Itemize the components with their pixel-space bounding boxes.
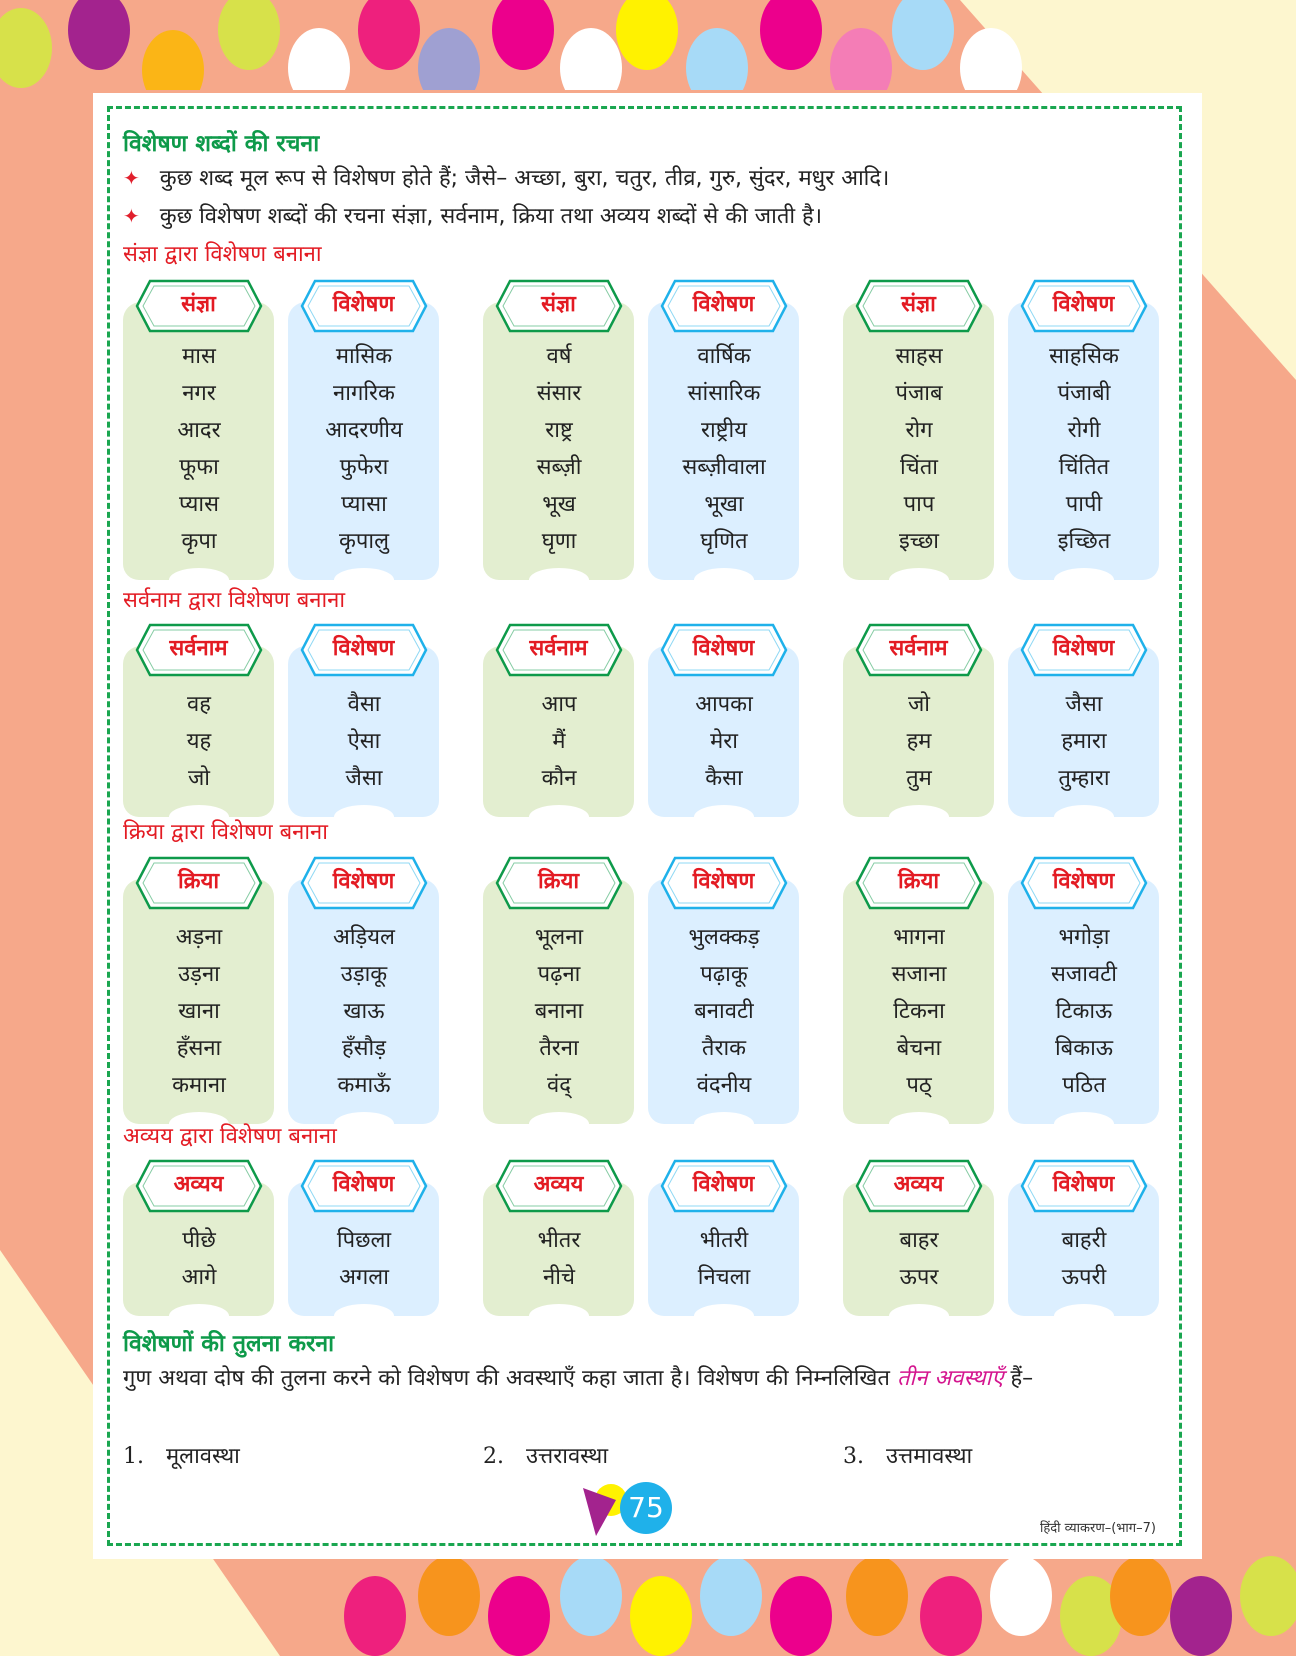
column-header-label: विशेषण	[332, 636, 395, 661]
word-entry: कैसा	[705, 766, 743, 791]
word-entry: तैराक	[701, 1036, 747, 1061]
word-entry: पाप	[903, 492, 935, 517]
column-notch	[889, 568, 949, 592]
column-header-adjective	[299, 1158, 429, 1208]
column-header-source	[494, 622, 624, 672]
word-entry: आगे	[181, 1265, 217, 1290]
word-entry: बेचना	[896, 1036, 942, 1061]
column-header-source	[134, 622, 264, 672]
word-entry: नीचे	[543, 1265, 575, 1290]
word-entry: मैं	[552, 729, 566, 754]
column-header-source	[134, 855, 264, 905]
word-entry: तुम	[906, 766, 932, 791]
word-entry: मासिक	[335, 344, 393, 369]
word-entry: आदरणीय	[325, 418, 403, 443]
column-header-label: विशेषण	[332, 1172, 395, 1197]
word-entry: रोग	[905, 418, 933, 443]
word-entry: हम	[906, 729, 932, 754]
column-header-adjective	[299, 278, 429, 328]
word-entry: पीछे	[182, 1228, 216, 1253]
column-header-label: विशेषण	[692, 636, 755, 661]
word-entry: नागरिक	[333, 381, 395, 406]
column-notch	[1054, 1112, 1114, 1136]
column-notch	[694, 805, 754, 829]
word-entry: इच्छित	[1057, 529, 1111, 554]
section-title: अव्यय द्वारा विशेषण बनाना	[123, 1124, 337, 1149]
column-header-adjective	[1019, 622, 1149, 672]
column-header-label: क्रिया	[537, 869, 580, 894]
word-entry: बिकाऊ	[1054, 1036, 1114, 1061]
column-header-adjective	[659, 278, 789, 328]
column-header-label: संज्ञा	[541, 292, 576, 317]
word-entry: पठ्	[906, 1073, 932, 1098]
word-entry: पढ़ाकू	[700, 962, 748, 987]
column-notch	[694, 1112, 754, 1136]
word-entry: भूलना	[534, 925, 584, 950]
column-header-adjective	[1019, 1158, 1149, 1208]
word-entry: कमाऊँ	[337, 1073, 391, 1098]
column-header-label: सर्वनाम	[169, 636, 228, 661]
word-entry: आप	[541, 692, 577, 717]
word-entry: भगोड़ा	[1058, 925, 1110, 950]
word-entry: वर्ष	[546, 344, 572, 369]
column-header-adjective	[1019, 278, 1149, 328]
word-entry: घृणा	[541, 529, 577, 554]
word-entry: मास	[182, 344, 216, 369]
bullet-item: ✦ कुछ शब्द मूल रूप से विशेषण होते हैं; जैसे– अच्छा, बुरा, चतुर, तीव्र, गुरु, सुंदर, मधुर आदि।	[123, 166, 890, 191]
column-header-adjective	[659, 1158, 789, 1208]
stage-item: 2. उत्तरावस्था	[483, 1444, 609, 1469]
column-notch	[334, 805, 394, 829]
word-entry: पिछला	[336, 1228, 392, 1253]
column-notch	[1054, 1304, 1114, 1328]
word-entry: पढ़ना	[537, 962, 581, 987]
section-title: सर्वनाम द्वारा विशेषण बनाना	[123, 588, 346, 613]
column-notch	[1054, 805, 1114, 829]
word-entry: भीतर	[537, 1228, 581, 1253]
column-header-label: सर्वनाम	[529, 636, 588, 661]
word-entry: तैरना	[539, 1036, 579, 1061]
top-dots-decoration	[0, 0, 1296, 90]
word-entry: सब्ज़ीवाला	[682, 455, 766, 480]
column-header-label: अव्यय	[533, 1172, 584, 1197]
word-entry: उड़ना	[178, 962, 220, 987]
bullet-item: ✦ कुछ विशेषण शब्दों की रचना संज्ञा, सर्वनाम, क्रिया तथा अव्यय शब्दों से की जाती है।	[123, 204, 823, 229]
column-header-label: विशेषण	[1052, 869, 1115, 894]
word-entry: सब्ज़ी	[536, 455, 582, 480]
column-header-adjective	[299, 622, 429, 672]
column-header-label: संज्ञा	[901, 292, 936, 317]
word-entry: जैसा	[1065, 692, 1103, 717]
word-entry: पठित	[1062, 1073, 1106, 1098]
word-entry: ऊपर	[899, 1265, 939, 1290]
column-header-label: क्रिया	[177, 869, 220, 894]
word-entry: भूखा	[704, 492, 744, 517]
word-entry: वह	[187, 692, 211, 717]
word-entry: घृणित	[700, 529, 748, 554]
word-entry: वंद्	[547, 1073, 571, 1098]
column-notch	[1054, 568, 1114, 592]
word-entry: यह	[186, 729, 212, 754]
column-notch	[694, 1304, 754, 1328]
star-icon: ✦	[123, 166, 140, 190]
column-header-source	[134, 1158, 264, 1208]
word-entry: उड़ाकू	[340, 962, 388, 987]
word-entry: साहस	[895, 344, 943, 369]
column-header-label: अव्यय	[893, 1172, 944, 1197]
column-notch	[529, 568, 589, 592]
word-entry: नगर	[182, 381, 216, 406]
word-entry: ऊपरी	[1061, 1265, 1107, 1290]
word-entry: पापी	[1065, 492, 1103, 517]
column-header-source	[854, 1158, 984, 1208]
word-entry: राष्ट्रीय	[700, 418, 747, 443]
word-entry: टिकाऊ	[1055, 999, 1113, 1024]
word-entry: वैसा	[347, 692, 381, 717]
column-header-source	[494, 855, 624, 905]
word-entry: कृपालु	[338, 529, 389, 554]
word-entry: भुलक्कड़	[688, 925, 760, 950]
word-entry: वंदनीय	[696, 1073, 752, 1098]
comparison-paragraph: गुण अथवा दोष की तुलना करने को विशेषण की अवस्थाएँ कहा जाता है। विशेषण की निम्नलिखित तीन अवस्थाएँ हैं–	[123, 1366, 1034, 1391]
word-entry: अगला	[339, 1265, 389, 1290]
column-header-label: अव्यय	[173, 1172, 224, 1197]
stage-item: 1. मूलावस्था	[123, 1444, 240, 1469]
word-entry: राष्ट्र	[545, 418, 573, 443]
word-entry: हमारा	[1061, 729, 1107, 754]
column-header-label: संज्ञा	[181, 292, 216, 317]
column-notch	[889, 1112, 949, 1136]
column-header-label: विशेषण	[692, 292, 755, 317]
word-entry: बाहर	[899, 1228, 939, 1253]
word-entry: बनाना	[534, 999, 584, 1024]
column-notch	[889, 1304, 949, 1328]
word-entry: प्यासा	[341, 492, 387, 517]
word-entry: कमाना	[172, 1073, 226, 1098]
column-header-label: विशेषण	[332, 292, 395, 317]
word-entry: जो	[187, 766, 211, 791]
column-notch	[334, 1112, 394, 1136]
column-header-source	[854, 622, 984, 672]
word-entry: रोगी	[1067, 418, 1101, 443]
word-entry: अड़ियल	[333, 925, 395, 950]
word-entry: चिंता	[900, 455, 938, 480]
word-entry: भूख	[542, 492, 576, 517]
column-header-label: विशेषण	[1052, 1172, 1115, 1197]
word-entry: साहसिक	[1049, 344, 1119, 369]
word-entry: वार्षिक	[697, 344, 751, 369]
word-entry: अड़ना	[175, 925, 223, 950]
word-entry: बनावटी	[694, 999, 754, 1024]
word-entry: सजावटी	[1051, 962, 1117, 987]
word-entry: प्यास	[179, 492, 219, 517]
column-header-label: विशेषण	[1052, 636, 1115, 661]
column-notch	[889, 805, 949, 829]
word-entry: चिंतित	[1058, 455, 1110, 480]
column-header-label: क्रिया	[897, 869, 940, 894]
word-entry: हँसना	[176, 1036, 222, 1061]
column-notch	[169, 1304, 229, 1328]
footer-book-title: हिंदी व्याकरण–(भाग–7)	[1040, 1521, 1156, 1536]
bottom-dots-decoration	[0, 1556, 1296, 1656]
word-entry: फूफा	[179, 455, 219, 480]
word-entry: खाऊ	[343, 999, 385, 1024]
column-header-source	[854, 278, 984, 328]
column-header-source	[854, 855, 984, 905]
word-entry: बाहरी	[1061, 1228, 1107, 1253]
star-icon: ✦	[123, 204, 140, 228]
section-title: संज्ञा द्वारा विशेषण बनाना	[123, 242, 322, 267]
word-entry: खाना	[178, 999, 220, 1024]
column-header-source	[494, 1158, 624, 1208]
comparison-title: विशेषणों की तुलना करना	[123, 1331, 335, 1357]
column-header-label: विशेषण	[1052, 292, 1115, 317]
main-title: विशेषण शब्दों की रचना	[123, 131, 320, 157]
word-entry: कौन	[541, 766, 577, 791]
column-header-adjective	[1019, 855, 1149, 905]
word-entry: सांसारिक	[687, 381, 761, 406]
word-entry: जैसा	[345, 766, 383, 791]
column-header-label: विशेषण	[692, 1172, 755, 1197]
column-header-label: सर्वनाम	[889, 636, 948, 661]
word-entry: कृपा	[181, 529, 217, 554]
word-entry: पंजाब	[895, 381, 943, 406]
word-entry: फुफेरा	[339, 455, 389, 480]
column-notch	[529, 1304, 589, 1328]
word-entry: तुम्हारा	[1058, 766, 1110, 791]
word-entry: संसार	[536, 381, 582, 406]
column-header-label: विशेषण	[332, 869, 395, 894]
word-entry: भीतरी	[699, 1228, 749, 1253]
column-header-label: विशेषण	[692, 869, 755, 894]
word-entry: भागना	[893, 925, 945, 950]
word-entry: हँसौड़	[341, 1036, 387, 1061]
column-notch	[529, 1112, 589, 1136]
word-entry: इच्छा	[898, 529, 940, 554]
column-notch	[529, 805, 589, 829]
page-number: 75	[620, 1482, 672, 1534]
stage-item: 3. उत्तमावस्था	[843, 1444, 973, 1469]
word-entry: टिकना	[893, 999, 945, 1024]
column-notch	[694, 568, 754, 592]
word-entry: मेरा	[710, 729, 738, 754]
column-header-source	[134, 278, 264, 328]
section-title: क्रिया द्वारा विशेषण बनाना	[123, 820, 328, 845]
column-header-adjective	[659, 855, 789, 905]
column-header-source	[494, 278, 624, 328]
column-notch	[334, 1304, 394, 1328]
column-header-adjective	[659, 622, 789, 672]
word-entry: आदर	[177, 418, 221, 443]
word-entry: सजाना	[891, 962, 947, 987]
word-entry: पंजाबी	[1057, 381, 1111, 406]
word-entry: निचला	[697, 1265, 751, 1290]
word-entry: जो	[907, 692, 931, 717]
column-header-adjective	[299, 855, 429, 905]
word-entry: ऐसा	[347, 729, 381, 754]
word-entry: आपका	[695, 692, 753, 717]
